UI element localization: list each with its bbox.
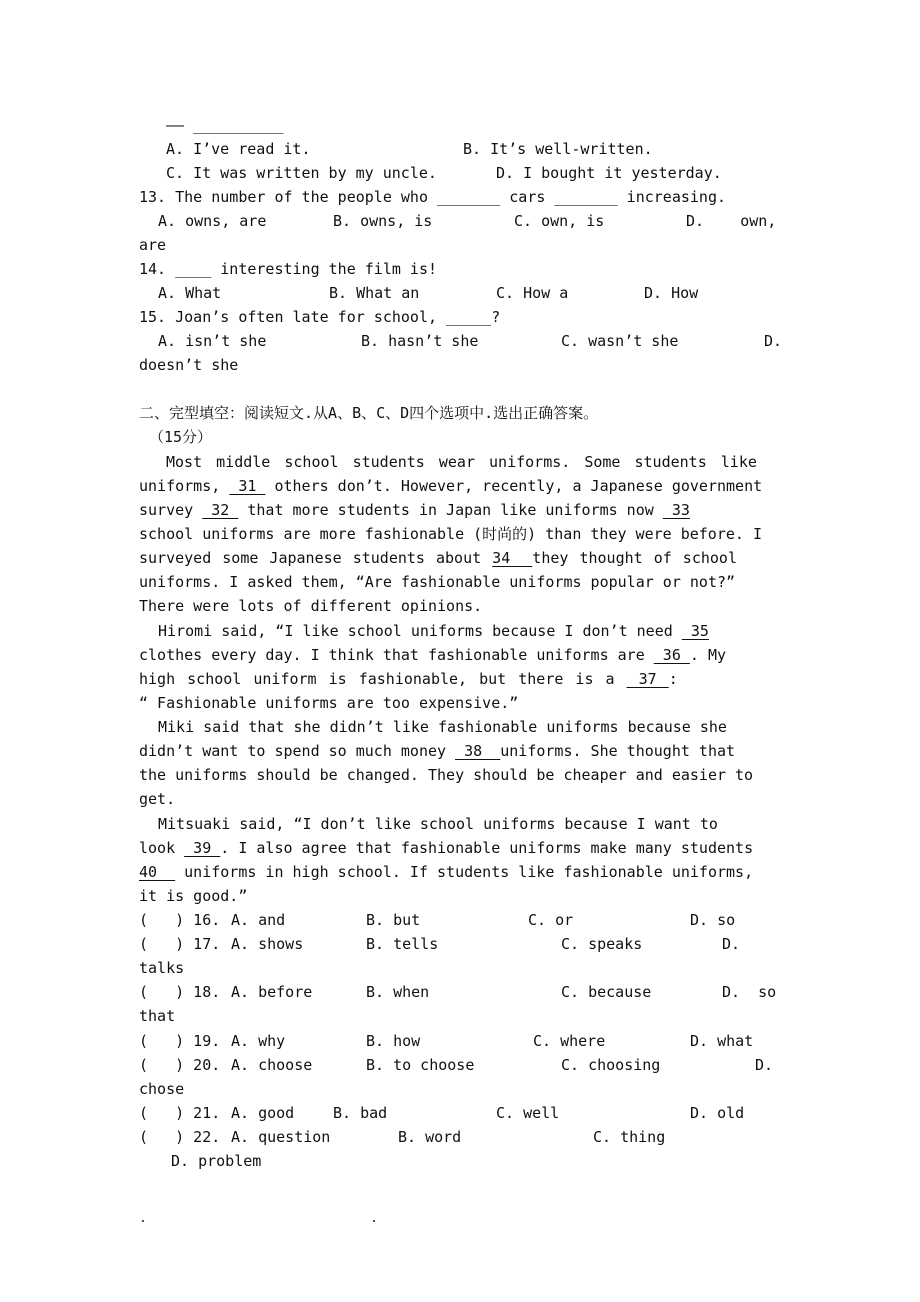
q17-option-b: B. tells — [366, 935, 439, 953]
q17-option-d: D. — [722, 935, 741, 953]
q16-option-a: A. and — [231, 911, 286, 929]
q22-option-a: A. question — [231, 1128, 331, 1146]
passage-line-15: get. — [139, 790, 176, 808]
q20-option-d-wrap: chose — [139, 1080, 185, 1098]
passage-line-3: survey 32 that more students in Japan like uniforms now 33 — [139, 501, 690, 519]
q17-number: ( ) 17. — [139, 935, 221, 953]
q14-option-b: B. What an — [329, 284, 420, 302]
passage-line-2: uniforms, 31 others don’t. However, recently, a Japanese government — [139, 477, 763, 495]
q18-option-d: D. so — [722, 983, 777, 1001]
q21-option-d: D. old — [690, 1104, 745, 1122]
passage-line-19: it is good.” — [139, 887, 248, 905]
q15-option-c: C. wasn’t she — [561, 332, 679, 350]
q16-option-d: D. so — [690, 911, 736, 929]
passage-line-5: surveyed some Japanese students about 34 they thought of school — [139, 549, 737, 567]
passage-line-6: uniforms. I asked them, “Are fashionable uniforms popular or not?” — [139, 573, 736, 591]
q19-option-b: B. how — [366, 1032, 421, 1050]
q16-number: ( ) 16. — [139, 911, 221, 929]
q15-option-d-wrap: doesn’t she — [139, 356, 239, 374]
q17-option-c: C. speaks — [561, 935, 643, 953]
q17-option-d-wrap: talks — [139, 959, 185, 977]
q14-option-a: A. What — [158, 284, 222, 302]
q22-number: ( ) 22. — [139, 1128, 221, 1146]
blank-37: 37 — [626, 670, 669, 688]
q16-option-c: C. or — [528, 911, 574, 929]
passage-line-13: didn’t want to spend so much money 38 uniforms. She thought that — [139, 742, 736, 760]
q12-option-a: A. I’ve read it. — [166, 140, 311, 158]
q21-number: ( ) 21. — [139, 1104, 221, 1122]
q12-prompt: —— __________ — [166, 116, 284, 134]
q15-text: 15. Joan’s often late for school, _____? — [139, 308, 501, 326]
footer-dot-right — [373, 1220, 375, 1222]
blank-39: 39 — [184, 839, 221, 857]
q18-option-d-wrap: that — [139, 1007, 176, 1025]
q16-option-b: B. but — [366, 911, 421, 929]
blank-34: 34 — [492, 549, 533, 567]
blank-33: 33 — [662, 501, 690, 519]
passage-line-17: look 39 . I also agree that fashionable uniforms make many students — [139, 839, 754, 857]
passage-line-16: Mitsuaki said, “I don’t like school uniforms because I want to — [158, 815, 718, 833]
passage-line-1: Most middle school students wear uniforms. Some students like — [166, 453, 757, 471]
q18-option-a: A. before — [231, 983, 313, 1001]
q18-option-b: B. when — [366, 983, 430, 1001]
q21-option-c: C. well — [496, 1104, 560, 1122]
passage-line-7: There were lots of different opinions. — [139, 597, 483, 615]
q20-option-a: A. choose — [231, 1056, 313, 1074]
q19-option-a: A. why — [231, 1032, 286, 1050]
blank-31: 31 — [229, 477, 266, 495]
q14-option-d: D. How — [644, 284, 699, 302]
q18-option-c: C. because — [561, 983, 652, 1001]
q20-option-d: D. — [755, 1056, 774, 1074]
q17-option-a: A. shows — [231, 935, 304, 953]
q15-option-a: A. isn’t she — [158, 332, 267, 350]
q20-option-b: B. to choose — [366, 1056, 475, 1074]
q19-option-c: C. where — [533, 1032, 606, 1050]
section-score: （15分） — [149, 428, 213, 446]
passage-line-8: Hiromi said, “I like school uniforms because I don’t need 35 — [158, 622, 709, 640]
passage-line-14: the uniforms should be changed. They should be cheaper and easier to — [139, 766, 754, 784]
q15-option-b: B. hasn’t she — [361, 332, 479, 350]
q21-option-a: A. good — [231, 1104, 295, 1122]
blank-32: 32 — [202, 501, 239, 519]
q21-option-b: B. bad — [333, 1104, 388, 1122]
passage-line-10: high school uniform is fashionable, but there is a 37 : — [139, 670, 678, 688]
q22-option-c: C. thing — [593, 1128, 666, 1146]
q18-number: ( ) 18. — [139, 983, 221, 1001]
q13-option-c: C. own, is — [514, 212, 605, 230]
section-heading: 二、完型填空：阅读短文.从A、B、C、D四个选项中.选出正确答案。 — [139, 404, 599, 422]
q14-text: 14. ____ interesting the film is! — [139, 260, 438, 278]
passage-line-12: Miki said that she didn’t like fashionable uniforms because she — [158, 718, 727, 736]
q13-option-d-wrap: are — [139, 236, 167, 254]
q13-option-b: B. owns, is — [333, 212, 433, 230]
q12-option-b: B. It’s well-written. — [463, 140, 653, 158]
q13-option-d: D. own, — [686, 212, 777, 230]
q13-text: 13. The number of the people who _______ cars _______ increasing. — [139, 188, 726, 206]
blank-36: 36 — [653, 646, 690, 664]
q14-option-c: C. How a — [496, 284, 569, 302]
blank-40: 40 — [139, 863, 176, 881]
q22-option-d: D. problem — [171, 1152, 262, 1170]
q19-number: ( ) 19. — [139, 1032, 221, 1050]
q20-number: ( ) 20. — [139, 1056, 221, 1074]
q22-option-b: B. word — [398, 1128, 462, 1146]
q19-option-d: D. what — [690, 1032, 754, 1050]
blank-38: 38 — [455, 742, 501, 760]
blank-35: 35 — [681, 622, 709, 640]
passage-line-11: “ Fashionable uniforms are too expensive.” — [139, 694, 519, 712]
passage-line-18: 40 uniforms in high school. If students like fashionable uniforms, — [139, 863, 754, 881]
q12-option-d: D. I bought it yesterday. — [496, 164, 722, 182]
q20-option-c: C. choosing — [561, 1056, 661, 1074]
q15-option-d: D. — [764, 332, 783, 350]
footer-dot-left — [142, 1220, 144, 1222]
passage-line-9: clothes every day. I think that fashionable uniforms are 36 . My — [139, 646, 727, 664]
passage-line-4: school uniforms are more fashionable (时尚的) than they were before. I — [139, 525, 762, 543]
q12-option-c: C. It was written by my uncle. — [166, 164, 437, 182]
q13-option-a: A. owns, are — [158, 212, 267, 230]
